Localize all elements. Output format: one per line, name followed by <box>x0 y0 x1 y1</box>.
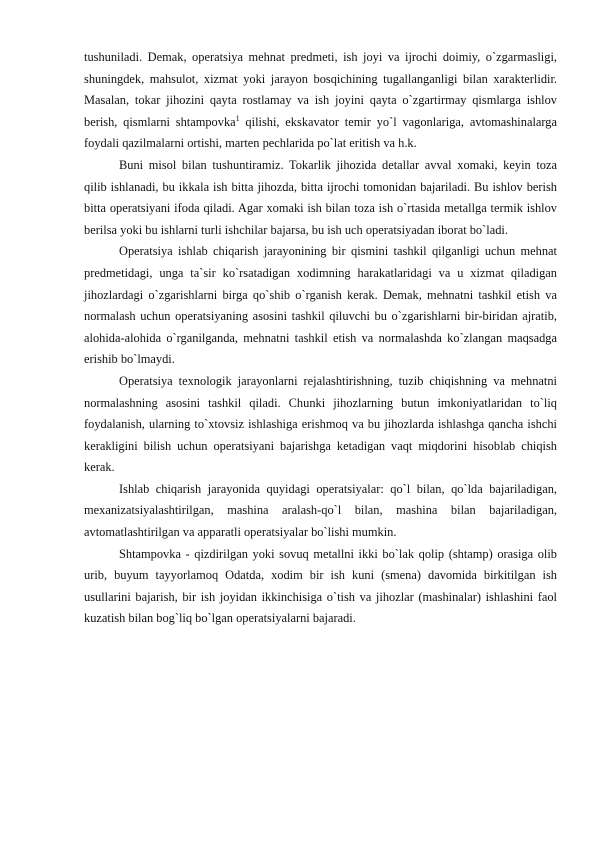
paragraph-operatsiya-types: Ishlab chiqarish jarayonida quyidagi operatsiyalar: qo`l bilan, qo`lda bajariladigan, mexanizatsiyalashtirilgan, mashina aralash-qo`l bilan, mashina bilan bajariladigan, avtomatlashtirilgan va apparatli operatsiyalar bo`lishi mumkin. <box>84 481 557 540</box>
paragraph-operatsiya-study: Operatsiya ishlab chiqarish jarayonining bir qismini tashkil qilganligi uchun mehnat predmetidagi, unga ta`sir ko`rsatadigan xodimning harakatlaridagi va u xizmat qiladigan jihozlardagi o`zgarishlarni birga qo`shib o`rganish kerak. Demak, mehnatni tashkil etish va normalash uchun operatsiyaning asosini tashkil qiluvchi bu o`zgarishlarni bir-biridan ajratib, alohida-alohida o`rganilganda, mehnatni tashkil etish va normalashda ko`zlangan maqsadga erishib bo`lmaydi. <box>84 244 557 367</box>
paragraph-tokarlik-example: Buni misol bilan tushuntiramiz. Tokarlik jihozida detallar avval xomaki, keyin toza qilib ishlanadi, bu ikkala ish bitta jihozda, bitta ijrochi tomonidan bajariladi. Bu ishlov berish bitta operatsiyani ifoda qiladi. Agar xomaki ish bilan toza ish o`rtasida metallga termik ishlov berilsa yoki bu ishlarni turli ishchilar bajarsa, bu ish uch operatsiyadan iborat bo`ladi. <box>84 157 557 237</box>
paragraph-operatsiya-definition <box>84 47 557 155</box>
paragraph-operatsiya-planning: Operatsiya texnologik jarayonlarni rejalashtirishning, tuzib chiqishning va mehnatni normalashning asosini tashkil qiladi. Chunki jihozlarning butun imkoniyatlaridan to`liq foydalanish, ularning to`xtovsiz ishlashiga erishmoq va bu jihozlarda ishlashga qancha ishchi kerakligini bilish uchun operatsiyani bajarishga ketadigan vaqt miqdorini hisoblab chiqish kerak. <box>84 373 557 475</box>
paragraph-text: tushuniladi. Demak, operatsiya mehnat predmeti, ish joyi va ijrochi doimiy, o`zgarmasligi, shuningdek, mahsulot, xizmat yoki jarayon bosqichining tugallanganligi bilan xarakterlidir. Masalan, tokar jihozini qayta rostlamay va ish joyini qayta o`zgartirmay qismlarga ishlov berish, qismlarni shtampovka <box>84 50 557 129</box>
paragraph-shtampovka-footnote: Shtampovka - qizdirilgan yoki sovuq metallni ikki bo`lak qolip (shtamp) orasiga olib urib, buyum tayyorlamoq Odatda, xodim bir ish kuni (smena) davomida birkitilgan ish usullarini bajarish, bir ish joyidan ikkinchisiga o`tish va jihozlar (mashinalar) ishlashini faol kuzatish bilan bog`liq bo`lgan operatsiyalarni bajaradi. <box>84 546 557 626</box>
paragraph-text-continued: qilishi, ekskavator temir yo`l vagonlariga, avtomashinalarga foydali qazilmalarni ortishi, marten pechlarida po`lat eritish va h.k. <box>84 114 557 151</box>
footnote-marker[interactable]: 1 <box>235 113 240 123</box>
document-page <box>84 47 557 630</box>
